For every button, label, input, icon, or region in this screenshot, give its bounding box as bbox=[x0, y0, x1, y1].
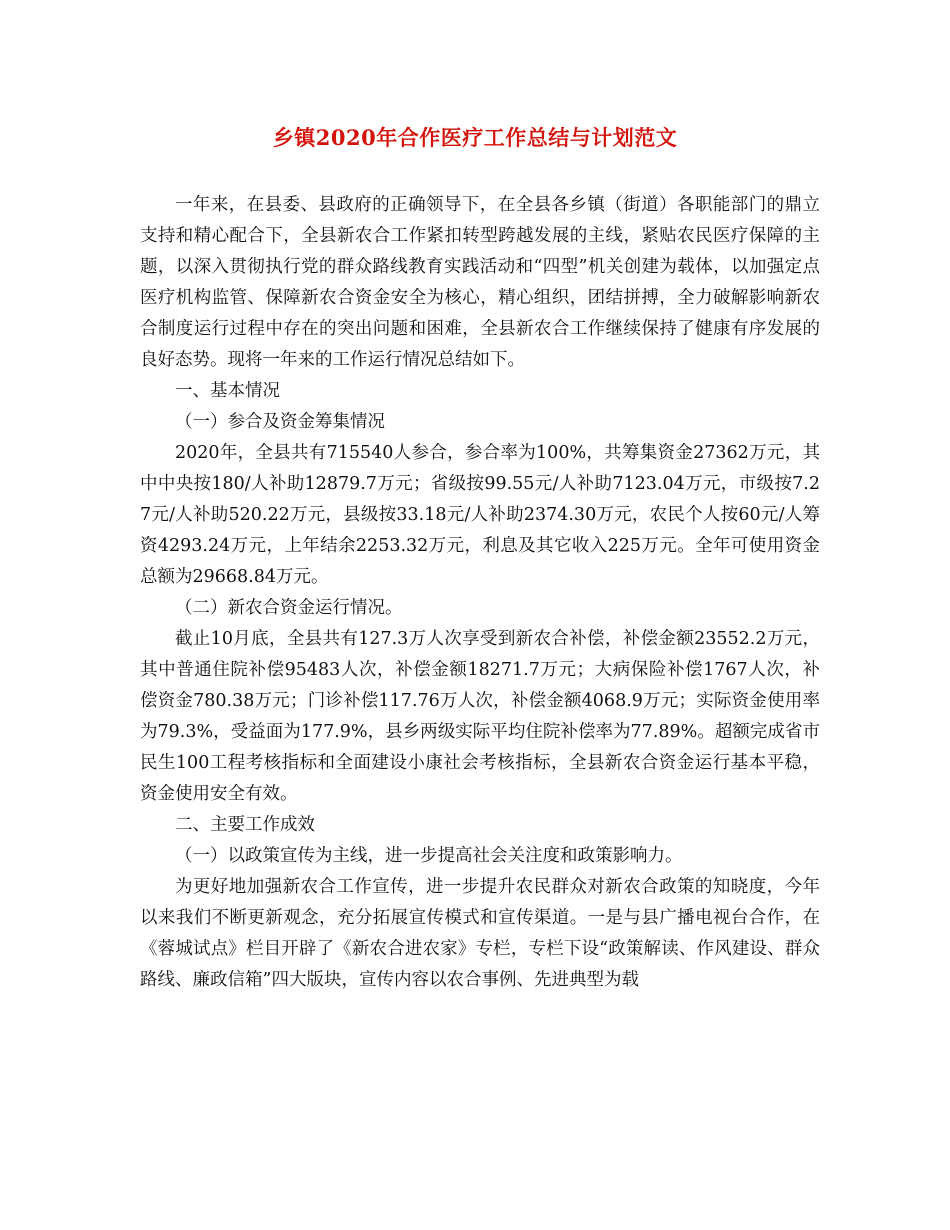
section-heading-basic-situation: 一、基本情况 bbox=[175, 381, 280, 401]
paragraph-enrollment-funding: 2020年，全县共有715540人参合，参合率为100%，共筹集资金27362万元，其中中央按180/人补助12879.7万元；省级按99.55元/人补助7123.04万元，市级按7.27元/人补助520.22万元，县级按33.18元/人补助2374.30万元，农民个人按60元/人筹资4293.24万元，上年结余2253.32万元，利息及其它收入225万元。全年可使用资金总额为29668.84万元。 bbox=[140, 443, 820, 587]
paragraph-fund-operation: 截止10月底，全县共有127.3万人次享受到新农合补偿，补偿金额23552.2万元，其中普通住院补偿95483人次，补偿金额18271.7万元；大病保险补偿1767人次，补偿资金780.38万元；门诊补偿117.76万人次，补偿金额4068.9万元；实际资金使用率为79.3%，受益面为177.9%，县乡两级实际平均住院补偿率为77.89%。超额完成省市民生100工程考核指标和全面建设小康社会考核指标，全县新农合资金运行基本平稳，资金使用安全有效。 bbox=[140, 629, 820, 804]
section-heading-main-achievements: 二、主要工作成效 bbox=[175, 815, 315, 835]
subsection-heading-fund-operation: （二）新农合资金运行情况。 bbox=[175, 598, 403, 618]
document-body bbox=[140, 190, 820, 996]
subsection-heading-enrollment-funding: （一）参合及资金筹集情况 bbox=[175, 412, 385, 432]
paragraph-intro: 一年来，在县委、县政府的正确领导下，在全县各乡镇（街道）各职能部门的鼎立支持和精心配合下，全县新农合工作紧扣转型跨越发展的主线，紧贴农民医疗保障的主题，以深入贯彻执行党的群众路线教育实践活动和“四型”机关创建为载体，以加强定点医疗机构监管、保障新农合资金安全为核心，精心组织，团结拼搏，全力破解影响新农合制度运行过程中存在的突出问题和困难，全县新农合工作继续保持了健康有序发展的良好态势。现将一年来的工作运行情况总结如下。 bbox=[140, 195, 820, 370]
subsection-heading-policy-publicity: （一）以政策宣传为主线，进一步提高社会关注度和政策影响力。 bbox=[175, 846, 683, 866]
paragraph-policy-publicity: 为更好地加强新农合工作宣传，进一步提升农民群众对新农合政策的知晓度，今年以来我们不断更新观念，充分拓展宣传模式和宣传渠道。一是与县广播电视台合作，在《蓉城试点》栏目开辟了《新农合进农家》专栏，专栏下设“政策解读、作风建设、群众路线、廉政信箱”四大版块，宣传内容以农合事例、先进典型为载 bbox=[140, 877, 820, 990]
document-title: 乡镇2020年合作医疗工作总结与计划范文 bbox=[272, 125, 678, 150]
